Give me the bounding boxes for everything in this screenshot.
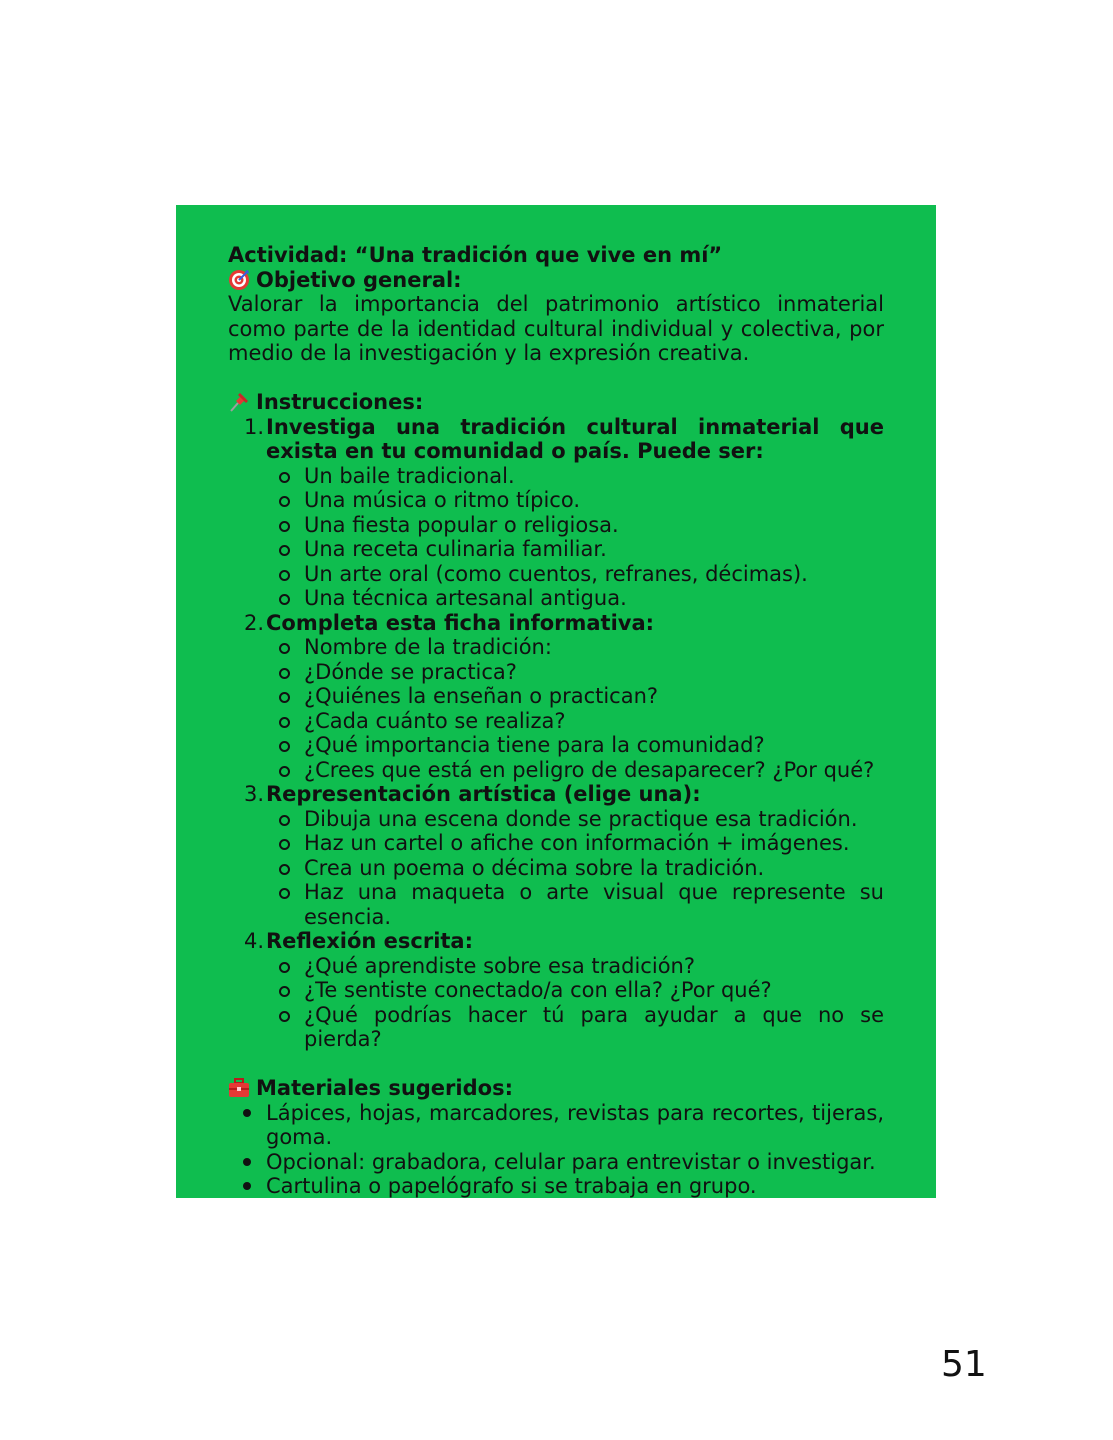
list-item: Una fiesta popular o religiosa. bbox=[276, 513, 884, 538]
hollow-bullet-icon bbox=[276, 758, 304, 783]
instructions-heading: Instrucciones: bbox=[256, 390, 424, 414]
hollow-bullet-icon bbox=[276, 1003, 304, 1052]
hollow-bullet-icon bbox=[276, 464, 304, 489]
step-number: 3. bbox=[244, 782, 265, 806]
page-number: 51 bbox=[941, 1344, 987, 1385]
hollow-bullet-icon bbox=[276, 978, 304, 1003]
hollow-bullet-icon bbox=[276, 562, 304, 587]
hollow-bullet-icon bbox=[276, 488, 304, 513]
hollow-bullet-icon bbox=[276, 537, 304, 562]
hollow-bullet-icon bbox=[276, 586, 304, 611]
objective-heading: Objetivo general: bbox=[256, 267, 462, 292]
toolbox-icon bbox=[228, 1077, 250, 1099]
list-item: Dibuja una escena donde se practique esa tradición. bbox=[276, 807, 884, 832]
activity-card bbox=[176, 205, 936, 1198]
list-item: ¿Te sentiste conectado/a con ella? ¿Por qué? bbox=[276, 978, 884, 1003]
materials-heading-row bbox=[228, 1076, 884, 1101]
list-item: Haz una maqueta o arte visual que represente su esencia. bbox=[276, 880, 884, 929]
activity-title: Actividad: “Una tradición que vive en mí” bbox=[228, 243, 723, 267]
step-number: 2. bbox=[244, 610, 265, 635]
list-item: Crea un poema o décima sobre la tradición. bbox=[276, 856, 884, 881]
objective-text: Valorar la importancia del patrimonio artístico inmaterial como parte de la identidad cultural individual y colectiva, por medio de la investigación y la expresión creativa. bbox=[228, 292, 884, 365]
list-item: ¿Cada cuánto se realiza? bbox=[276, 709, 884, 734]
list-item: ¿Qué podrías hacer tú para ayudar a que no se pierda? bbox=[276, 1003, 884, 1052]
target-icon bbox=[228, 269, 250, 291]
step-title: Reflexión escrita: bbox=[266, 929, 474, 953]
step-title: Representación artística (elige una): bbox=[266, 782, 701, 806]
list-item: Una técnica artesanal antigua. bbox=[276, 586, 884, 611]
spacer bbox=[228, 366, 884, 391]
list-item: ¿Qué aprendiste sobre esa tradición? bbox=[276, 954, 884, 979]
bullet-icon bbox=[240, 1174, 266, 1199]
list-item: Cartulina o papelógrafo si se trabaja en grupo. bbox=[240, 1174, 884, 1199]
bullet-icon bbox=[240, 1150, 266, 1175]
hollow-bullet-icon bbox=[276, 880, 304, 929]
instruction-step bbox=[244, 782, 884, 929]
list-item: Haz un cartel o afiche con información + imágenes. bbox=[276, 831, 884, 856]
list-item: Un baile tradicional. bbox=[276, 464, 884, 489]
pushpin-icon bbox=[228, 391, 250, 413]
hollow-bullet-icon bbox=[276, 513, 304, 538]
materials-heading: Materiales sugeridos: bbox=[256, 1076, 513, 1100]
step-number: 1. bbox=[244, 414, 265, 439]
list-item: Una receta culinaria familiar. bbox=[276, 537, 884, 562]
hollow-bullet-icon bbox=[276, 635, 304, 660]
hollow-bullet-icon bbox=[276, 733, 304, 758]
step-title: Investiga una tradición cultural inmaterial que exista en tu comunidad o país. Puede ser: bbox=[266, 414, 884, 463]
hollow-bullet-icon bbox=[276, 684, 304, 709]
hollow-bullet-icon bbox=[276, 807, 304, 832]
instructions-heading-row bbox=[228, 390, 884, 415]
objective-heading-row bbox=[228, 268, 884, 293]
step-title: Completa esta ficha informativa: bbox=[266, 610, 655, 635]
list-item: Un arte oral (como cuentos, refranes, décimas). bbox=[276, 562, 884, 587]
list-item: Nombre de la tradición: bbox=[276, 635, 884, 660]
list-item: ¿Quiénes la enseñan o practican? bbox=[276, 684, 884, 709]
bullet-icon bbox=[240, 1101, 266, 1150]
activity-content bbox=[228, 243, 884, 1199]
list-item: Opcional: grabadora, celular para entrevistar o investigar. bbox=[240, 1150, 884, 1175]
hollow-bullet-icon bbox=[276, 709, 304, 734]
hollow-bullet-icon bbox=[276, 831, 304, 856]
list-item: Una música o ritmo típico. bbox=[276, 488, 884, 513]
spacer bbox=[228, 1052, 884, 1077]
hollow-bullet-icon bbox=[276, 660, 304, 685]
step-number: 4. bbox=[244, 929, 265, 953]
hollow-bullet-icon bbox=[276, 856, 304, 881]
list-item: ¿Dónde se practica? bbox=[276, 660, 884, 685]
list-item: Lápices, hojas, marcadores, revistas para recortes, tijeras, goma. bbox=[240, 1101, 884, 1150]
instruction-step bbox=[244, 415, 884, 611]
instruction-step bbox=[244, 929, 884, 1052]
list-item: ¿Crees que está en peligro de desaparecer? ¿Por qué? bbox=[276, 758, 884, 783]
hollow-bullet-icon bbox=[276, 954, 304, 979]
list-item: ¿Qué importancia tiene para la comunidad? bbox=[276, 733, 884, 758]
instruction-step bbox=[244, 611, 884, 783]
